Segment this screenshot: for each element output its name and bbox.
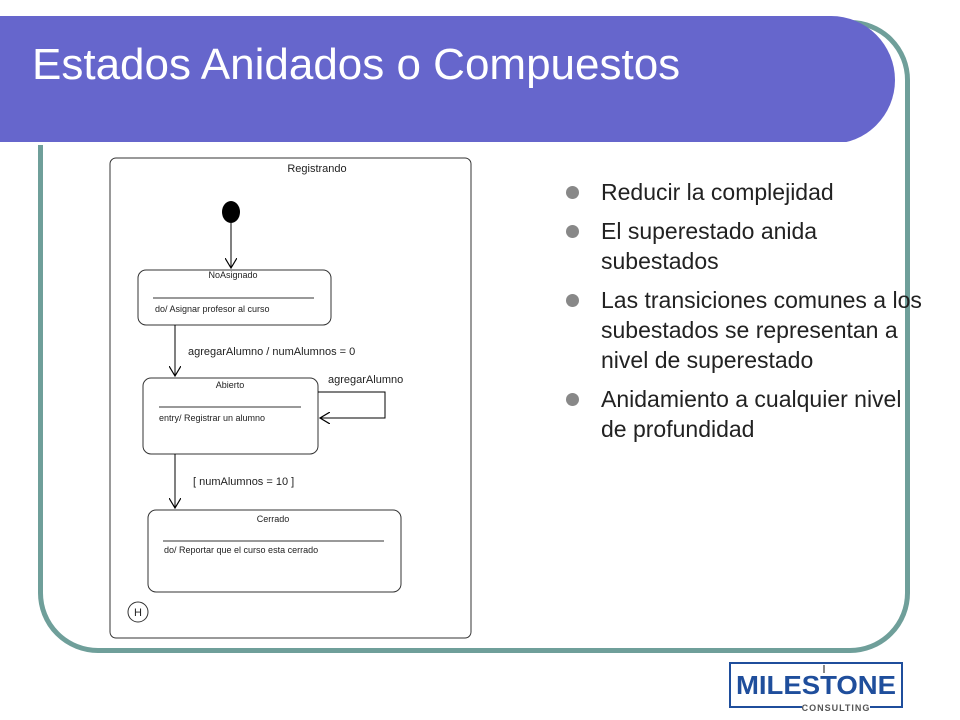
transition-to-cerrado-label: [ numAlumnos = 10 ] (193, 476, 295, 488)
bullet-dot-icon (566, 225, 579, 238)
bullet-list (566, 177, 926, 453)
bullet-item (566, 384, 926, 444)
state-noasignado-action: do/ Asignar profesor al curso (155, 304, 270, 314)
logo-subtitle: CONSULTING (801, 703, 871, 713)
state-noasignado-name: NoAsignado (208, 270, 258, 280)
state-cerrado-action: do/ Reportar que el curso esta cerrado (164, 545, 319, 555)
state-abierto-action: entry/ Registrar un alumno (159, 413, 266, 423)
initial-state-dot (222, 201, 240, 223)
bullet-item (566, 285, 926, 375)
state-cerrado-name: Cerrado (256, 514, 290, 524)
bullet-item (566, 177, 926, 207)
bullet-text: El superestado anida subestados (601, 218, 818, 274)
milestone-logo (728, 661, 904, 713)
bullet-dot-icon (566, 294, 579, 307)
bullet-text: Las transiciones comunes a los subestados se representan a nivel de superestado (601, 287, 922, 373)
bullet-dot-icon (566, 186, 579, 199)
state-abierto-name: Abierto (215, 380, 245, 390)
history-marker-label: H (134, 607, 142, 619)
bullet-text: Anidamiento a cualquier nivel de profundidad (601, 386, 902, 442)
bullet-item (566, 216, 926, 276)
bullet-text: Reducir la complejidad (601, 179, 834, 205)
self-transition-label: agregarAlumno (328, 374, 404, 386)
logo-name: MILESTONE (736, 670, 896, 700)
slide-title: Estados Anidados o Compuestos (32, 40, 681, 89)
bullet-dot-icon (566, 393, 579, 406)
transition-to-abierto-label: agregarAlumno / numAlumnos = 0 (188, 346, 356, 358)
superstate-label: Registrando (287, 163, 347, 175)
